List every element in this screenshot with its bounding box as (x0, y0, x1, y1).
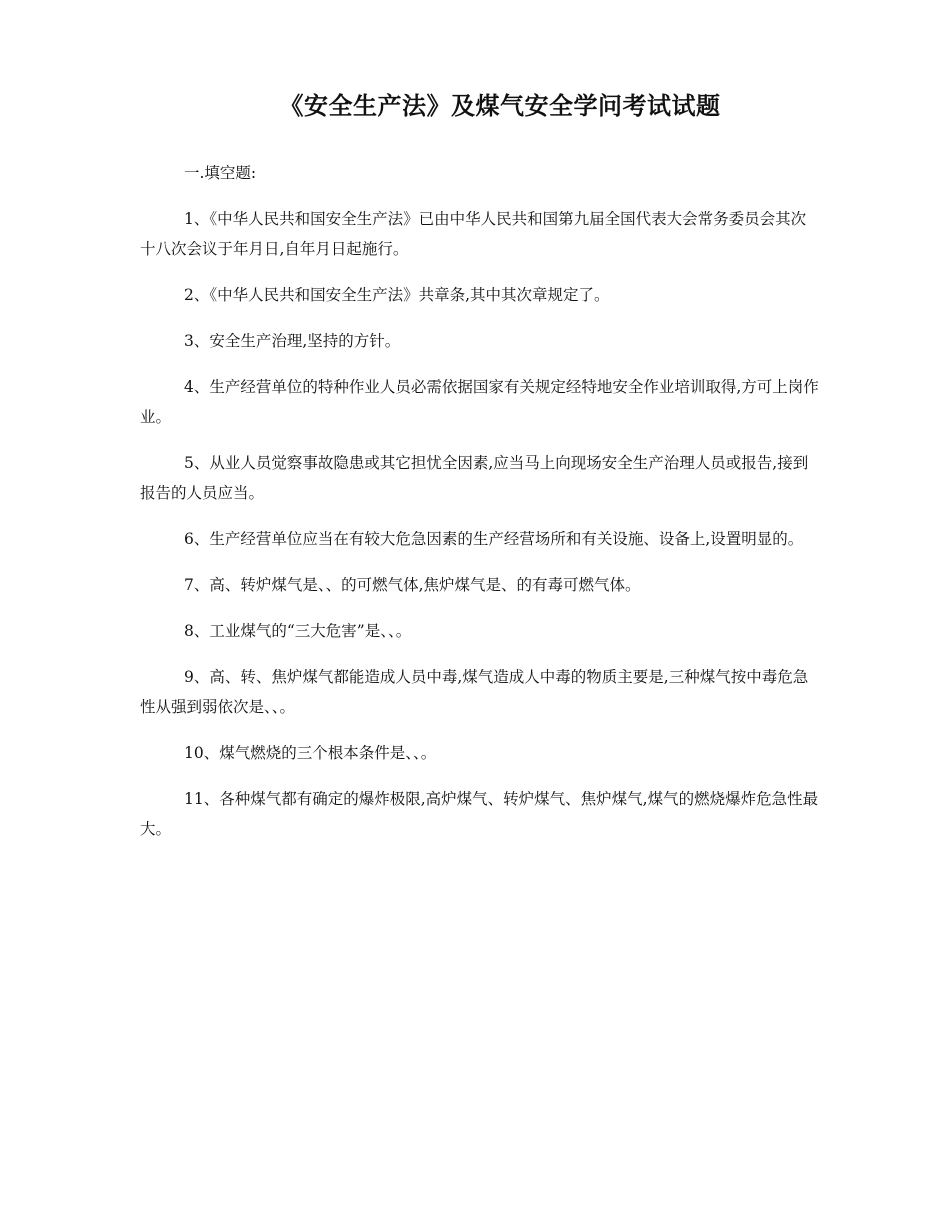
question-9 (140, 662, 820, 722)
question-5 (140, 448, 820, 508)
question-text: 高、转、焦炉煤气都能造成人员中毒,煤气造成人中毒的物质主要是,三种煤气按中毒危急性从强到弱依次是、、。 (140, 668, 809, 716)
question-text: 生产经营单位的特种作业人员必需依据国家有关规定经特地安全作业培训取得,方可上岗作业。 (140, 378, 819, 426)
question-text: 煤气燃烧的三个根本条件是、、。 (219, 744, 437, 762)
question-number: 10、 (184, 744, 220, 762)
question-10 (140, 738, 820, 768)
question-4 (140, 372, 820, 432)
question-3 (140, 326, 820, 356)
question-number: 2、 (184, 286, 210, 304)
question-text: 《中华人民共和国安全生产法》已由中华人民共和国第九届全国代表大会常务委员会其次十八次会议于年月日,自年月日起施行。 (140, 210, 807, 258)
question-number: 9、 (184, 668, 210, 686)
question-2 (140, 280, 820, 310)
question-number: 6、 (184, 530, 210, 548)
question-text: 从业人员觉察事故隐患或其它担忧全因素,应当马上向现场安全生产治理人员或报告,接到报告的人员应当。 (140, 454, 809, 502)
question-6 (140, 524, 820, 554)
question-number: 7、 (184, 576, 210, 594)
question-number: 5、 (184, 454, 210, 472)
question-text: 《中华人民共和国安全生产法》共章条,其中其次章规定了。 (209, 286, 610, 304)
question-text: 高、转炉煤气是、、的可燃气体,焦炉煤气是、的有毒可燃气体。 (209, 576, 641, 594)
question-number: 3、 (184, 332, 210, 350)
document-title: 《安全生产法》及煤气安全学问考试试题 (279, 92, 721, 120)
question-8 (140, 616, 820, 646)
question-text: 各种煤气都有确定的爆炸极限,高炉煤气、转炉煤气、焦炉煤气,煤气的燃烧爆炸危急性最大。 (140, 790, 819, 838)
question-number: 8、 (184, 622, 210, 640)
question-text: 生产经营单位应当在有较大危急因素的生产经营场所和有关设施、设备上,设置明显的。 (209, 530, 804, 548)
question-number: 11、 (184, 790, 220, 808)
question-number: 1、 (184, 210, 210, 228)
question-1 (140, 204, 820, 264)
question-text: 工业煤气的“三大危害”是、、。 (209, 622, 412, 640)
question-11 (140, 784, 820, 844)
question-number: 4、 (184, 378, 210, 396)
document-body (140, 158, 820, 860)
section-heading: 一.填空题: (184, 164, 257, 182)
question-7 (140, 570, 820, 600)
question-text: 安全生产治理,坚持的方针。 (209, 332, 401, 350)
